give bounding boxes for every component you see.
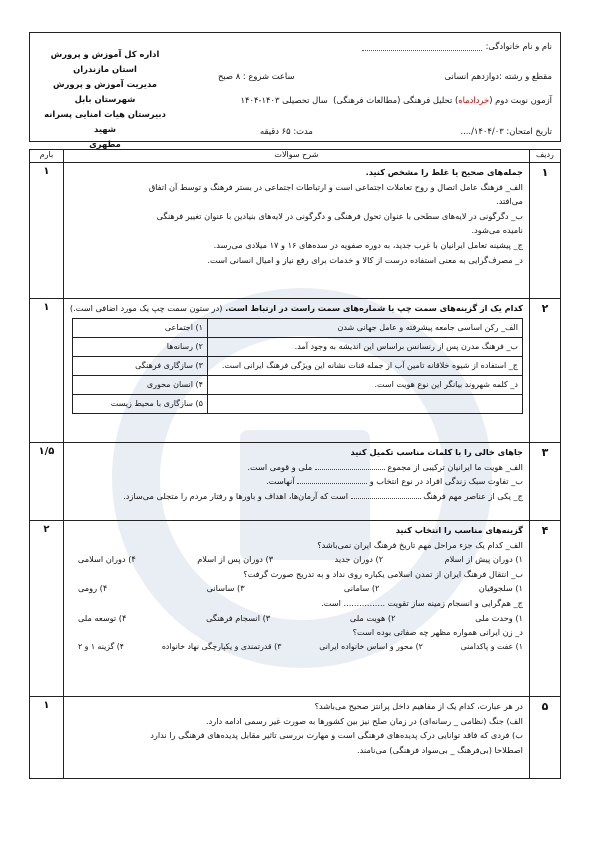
question-note: (در ستون سمت چپ یک مورد اضافی است.) <box>69 303 226 313</box>
name-label: نام و نام خانوادگی: <box>485 41 552 51</box>
start-time: ساعت شروع : ۸ صبح <box>218 71 295 81</box>
question-score: ۱ <box>30 697 64 779</box>
mcq-option[interactable]: ۳) دوران پس از اسلام <box>197 554 274 565</box>
question-row-4 <box>30 521 561 697</box>
header-score-col: بارم <box>30 150 64 163</box>
question-body: جاهای خالی را با کلمات مناسب تکمیل کنید الف_ هویت ما ایرانیان ترکیبی از مجموع ملی و قومی است. ب_ تفاوت سبک زندگی افراد در نوع انتخاب و آنهاست. ج_ یکی از عناصر مهم فرهنگ است که آرمان‌ها، اهداف و باورها و رفتار مردم را متجلی می‌سازد. <box>63 443 529 521</box>
mcq-option[interactable]: ۴) دوران اسلامی <box>77 554 136 565</box>
grade-label: مقطع و رشته :دوازدهم انسانی <box>444 71 552 81</box>
mcq-option[interactable]: ۴) گزینه ۱ و ۲ <box>77 641 124 651</box>
mcq-option[interactable]: ۴) رومی <box>77 583 108 594</box>
question-score: ۱ <box>30 299 64 443</box>
student-name-row <box>362 41 552 51</box>
exam-month: خردادماه <box>458 95 490 105</box>
mcq-stem: د_ زن ایرانی همواره مظهر چه صفاتی بوده است؟ <box>352 627 523 638</box>
blank-field[interactable] <box>297 476 367 484</box>
matching-row: د_ کلمه شهروند بیانگر این نوع هویت است. ۴) انسان محوری <box>72 375 522 394</box>
mcq-option[interactable]: ۴) توسعه ملی <box>77 612 127 623</box>
question-row-5 <box>30 697 561 779</box>
exam-title: آزمون نوبت دوم (خردادماه) تحلیل فرهنگی (مطالعات فرهنگی) سال تحصیلی ۱۴۰۳-۱۴۰۴ <box>240 95 552 105</box>
question-row-1 <box>30 163 561 299</box>
question-score: ۱ <box>30 163 64 299</box>
mcq-option[interactable]: ۲) دوران جدید <box>334 554 384 565</box>
mcq-option[interactable]: ۱) دوران پیش از اسلام <box>444 554 523 565</box>
mcq-option[interactable]: ۱) وحدت ملی <box>475 612 523 623</box>
mcq-stem: ج_ هم‌گرایی و انسجام زمینه ساز تقویت ................ است. <box>321 597 523 608</box>
exam-duration: مدت: ۶۵ دقیقه <box>260 126 313 136</box>
matching-table <box>72 318 523 414</box>
mcq-option[interactable]: ۳) انسجام فرهنگی <box>206 612 271 623</box>
question-title: گزینه‌های مناسب را انتخاب کنید <box>395 525 523 535</box>
mcq-option[interactable]: ۳) ساسانی <box>206 583 245 594</box>
header-desc-col: شرح سوالات <box>63 150 529 163</box>
question-row-3 <box>30 443 561 521</box>
question-number: ۱ <box>529 163 560 299</box>
mcq-option[interactable]: ۲) محور و اساس خانواده ایرانی <box>319 641 423 651</box>
blank-field[interactable] <box>351 491 421 499</box>
question-title: جمله‌های صحیح یا غلط را مشخص کنید. <box>365 167 523 177</box>
blank-field[interactable] <box>315 462 385 470</box>
mcq-options <box>68 611 523 626</box>
matching-row: ب_ فرهنگ مدرن پس از رنسانس براساس این اندیشه به وجود آمد. ۲) رسانه‌ها <box>72 337 522 356</box>
exam-date: تاریخ امتحان: ۱۴۰۴/۰۳/.... <box>460 126 552 136</box>
questions-table <box>29 149 561 779</box>
question-number: ۲ <box>529 299 560 443</box>
table-header-row <box>30 150 561 163</box>
name-blank <box>362 43 482 51</box>
mcq-options <box>68 552 523 567</box>
mcq-stem: الف_ کدام یک جزء مراحل مهم تاریخ فرهنگ ایران نمی‌باشد؟ <box>317 539 523 550</box>
mcq-option[interactable]: ۲) سامانی <box>343 583 380 594</box>
exam-header <box>29 32 561 149</box>
question-number: ۵ <box>529 697 560 779</box>
school-year: سال تحصیلی ۱۴۰۳-۱۴۰۴ <box>240 95 328 105</box>
question-row-2 <box>30 299 561 443</box>
matching-row: ۵) سازگاری با محیط زیست <box>72 394 522 413</box>
mcq-option[interactable]: ۱) عفت و پاکدامنی <box>460 641 523 651</box>
question-title: کدام یک از گزینه‌های سمت چپ با شماره‌های سمت راست در ارتباط است. <box>225 303 523 313</box>
question-body: جمله‌های صحیح یا غلط را مشخص کنید. الف_ فرهنگ عامل اتصال و روح تعاملات اجتماعی است و ارتباطات اجتماعی در بستر فرهنگ و توسط آن اتفاق می‌افتد. ب_ دگرگونی در لایه‌های سطحی با عنوان تحول فرهنگی و دگرگونی در لایه‌های بنیادین با عنوان تغییر فرهنگی نامیده می‌شود. ج_ پیشینه تعامل ایرانیان با غرب جدید، به دوره صفویه در سده‌های ۱۶ و ۱۷ میلادی می‌رسد. د_ مصرف‌گرایی به معنی استفاده درست از کالا و خدمات برای رفع نیاز و امیال انسانی است. <box>63 163 529 299</box>
question-body <box>63 521 529 697</box>
mcq-stem: ب_ انتقال فرهنگ ایران از تمدن اسلامی یکباره روی نداد و به تدریج صورت گرفت؟ <box>243 568 523 579</box>
matching-row: الف_ رکن اساسی جامعه پیشرفته و عامل جهانی شدن ۱) اجتماعی <box>72 318 522 337</box>
question-title: جاهای خالی را با کلمات مناسب تکمیل کنید <box>350 447 523 457</box>
header-row-col: ردیف <box>529 150 560 163</box>
question-body: در هر عبارت، کدام یک از مفاهیم داخل پرانتز صحیح می‌باشد؟ الف) جنگ (نظامی _ رسانه‌ای) در زمان صلح نیز بین کشورها به صورت غیر رسمی ادامه دارد. ب) فردی که فاقد توانایی درک پدیده‌های فرهنگی است و مهارت بررسی تاثیر مقابل پدیده‌های فرهنگی را ندارد اصطلاحا (بی‌فرهنگ _ بی‌سواد فرهنگی) می‌نامند. <box>63 697 529 779</box>
mcq-option[interactable]: ۳) قدرتمندی و یکپارچگی نهاد خانواده <box>161 641 282 651</box>
question-number: ۳ <box>529 443 560 521</box>
mcq-options <box>68 640 523 655</box>
mcq-options <box>68 581 523 596</box>
question-number: ۴ <box>529 521 560 697</box>
question-body <box>63 299 529 443</box>
school-info: اداره کل آموزش و پرورش استان مازندران مدیریت آموزش و پرورش شهرستان بابل دبیرستان هیات امنایی پسرانه شهید مطهری <box>44 49 166 149</box>
mcq-option[interactable]: ۲) هویت ملی <box>349 612 396 623</box>
mcq-option[interactable]: ۱) سلجوقیان <box>478 583 523 594</box>
question-score: ۱/۵ <box>30 443 64 521</box>
question-score: ۲ <box>30 521 64 697</box>
matching-row: ج_ استفاده از شیوه خلاقانه تامین آب از جمله قنات نشانه این ویژگی فرهنگ ایرانی است. ۳) سازگاری فرهنگی <box>72 356 522 375</box>
